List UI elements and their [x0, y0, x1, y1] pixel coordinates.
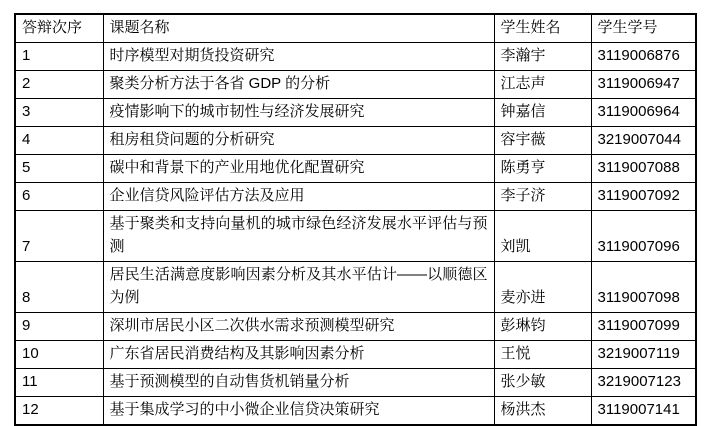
topic-cell: 深圳市居民小区二次供水需求预测模型研究 — [103, 313, 494, 341]
order-cell: 4 — [15, 127, 103, 155]
student-name-cell: 陈勇亨 — [494, 155, 591, 183]
table-row — [15, 99, 696, 127]
student-name-cell: 王悦 — [494, 341, 591, 369]
order-cell: 11 — [15, 369, 103, 397]
student-name-cell: 张少敏 — [494, 369, 591, 397]
student-id-cell: 3119007096 — [591, 211, 696, 262]
table-row — [15, 341, 696, 369]
table-row — [15, 71, 696, 99]
student-name-cell: 杨洪杰 — [494, 397, 591, 426]
column-header-topic-name: 课题名称 — [103, 14, 494, 43]
student-id-cell: 3119007141 — [591, 397, 696, 426]
table-row — [15, 155, 696, 183]
topic-cell: 聚类分析方法于各省 GDP 的分析 — [103, 71, 494, 99]
table-row — [15, 262, 696, 313]
order-cell: 10 — [15, 341, 103, 369]
topic-cell: 时序模型对期货投资研究 — [103, 43, 494, 71]
student-id-cell: 3119007099 — [591, 313, 696, 341]
student-name-cell: 钟嘉信 — [494, 99, 591, 127]
order-cell: 2 — [15, 71, 103, 99]
student-name-cell: 李瀚宇 — [494, 43, 591, 71]
order-cell: 6 — [15, 183, 103, 211]
table-row — [15, 183, 696, 211]
student-name-cell: 容宇薇 — [494, 127, 591, 155]
table-row — [15, 211, 696, 262]
student-id-cell: 3219007123 — [591, 369, 696, 397]
student-id-cell: 3119006947 — [591, 71, 696, 99]
column-header-defense-order: 答辩次序 — [15, 14, 103, 43]
column-header-student-id: 学生学号 — [591, 14, 696, 43]
student-id-cell: 3119007088 — [591, 155, 696, 183]
table-row — [15, 127, 696, 155]
order-cell: 1 — [15, 43, 103, 71]
student-name-cell: 刘凯 — [494, 211, 591, 262]
student-name-cell: 麦亦进 — [494, 262, 591, 313]
topic-cell: 碳中和背景下的产业用地优化配置研究 — [103, 155, 494, 183]
defense-schedule-table — [14, 13, 697, 426]
student-id-cell: 3119006964 — [591, 99, 696, 127]
student-id-cell: 3119007098 — [591, 262, 696, 313]
topic-cell: 基于集成学习的中小微企业信贷决策研究 — [103, 397, 494, 426]
topic-cell: 基于聚类和支持向量机的城市绿色经济发展水平评估与预测 — [103, 211, 494, 262]
table-header-row — [15, 14, 696, 43]
student-name-cell: 江志声 — [494, 71, 591, 99]
student-id-cell: 3219007044 — [591, 127, 696, 155]
table-row — [15, 369, 696, 397]
order-cell: 12 — [15, 397, 103, 426]
topic-cell: 居民生活满意度影响因素分析及其水平估计——以顺德区为例 — [103, 262, 494, 313]
column-header-student-name: 学生姓名 — [494, 14, 591, 43]
student-id-cell: 3219007119 — [591, 341, 696, 369]
order-cell: 8 — [15, 262, 103, 313]
order-cell: 9 — [15, 313, 103, 341]
topic-cell: 广东省居民消费结构及其影响因素分析 — [103, 341, 494, 369]
topic-cell: 基于预测模型的自动售货机销量分析 — [103, 369, 494, 397]
order-cell: 5 — [15, 155, 103, 183]
student-id-cell: 3119006876 — [591, 43, 696, 71]
order-cell: 3 — [15, 99, 103, 127]
student-name-cell: 李子济 — [494, 183, 591, 211]
student-name-cell: 彭琳钧 — [494, 313, 591, 341]
table-row — [15, 43, 696, 71]
table-row — [15, 313, 696, 341]
topic-cell: 疫情影响下的城市韧性与经济发展研究 — [103, 99, 494, 127]
topic-cell: 租房租贷问题的分析研究 — [103, 127, 494, 155]
table-body — [15, 43, 696, 426]
order-cell: 7 — [15, 211, 103, 262]
student-id-cell: 3119007092 — [591, 183, 696, 211]
topic-cell: 企业信贷风险评估方法及应用 — [103, 183, 494, 211]
